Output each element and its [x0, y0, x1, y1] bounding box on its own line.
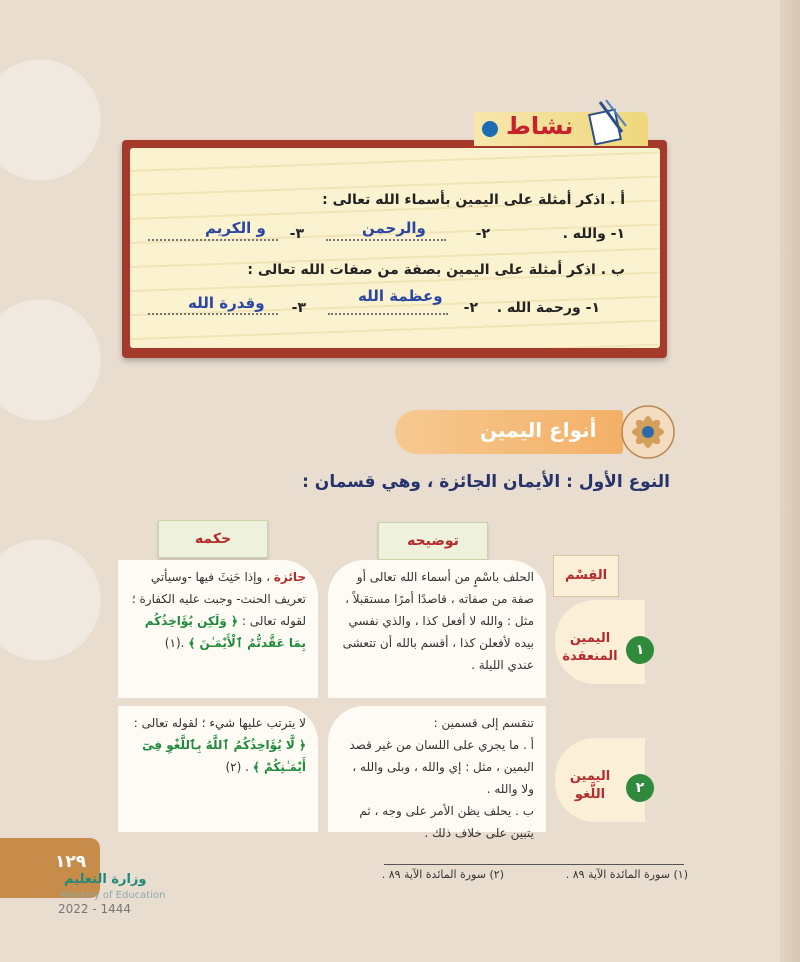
row2-explain-a: أ . ما يجري على اللسان من غير قصد اليمين ، مثل : إي والله ، وبلى والله ، ولا والله . [349, 738, 534, 796]
header-qsm: القِسْم [553, 555, 619, 597]
row1-ref: .(١) [164, 636, 185, 650]
activity-title: نشاط [506, 112, 574, 140]
answer-b3-blank [148, 312, 278, 315]
row1-rule [118, 560, 318, 698]
answer-a1: ١- والله . [562, 226, 625, 242]
edition-year: 2022 - 1444 [58, 902, 132, 916]
row2-explain-b: ب . يحلف يظن الأمر على وجه ، ثم يتبين على خلاف ذلك . [359, 804, 534, 840]
row2-ref: . (٢) [225, 760, 249, 774]
row2-type: اليمين اللَّغو [569, 769, 611, 802]
row1-type: اليمين المنعقدة [562, 631, 618, 664]
answer-a2-num: ٢- [475, 226, 490, 242]
row1-rule-word: جائزة [273, 570, 306, 584]
answer-a3: و الكريم [205, 219, 266, 237]
row1-rule-text: ، وإذا حَنِثَ فيها -وسيأتي تعريف الحنث- وجبت عليه الكفارة ؛ لقوله تعالى : [131, 570, 306, 628]
row1-verse: ﴿ وَلَكِن يُؤَاخِذُكُم بِمَا عَقَّدتُّمُ ٱلْأَيْمَـٰنَ ﴾ [144, 614, 306, 650]
answer-b2-num: ٢- [463, 300, 478, 316]
row2-rule [118, 706, 318, 832]
answer-b2: وعظمة الله [358, 287, 443, 305]
activity-question-a: أ . اذكر أمثلة على اليمين بأسماء الله تعالى : [322, 192, 625, 208]
kind-heading: النوع الأول : الأيمان الجائزة ، وهي قسمان : [302, 472, 670, 492]
ministry-logo-text: وزارة التعليم [64, 872, 147, 887]
row1-explain-text: الحلف باسْمٍ من أسماء الله تعالى أو صفة من صفاته ، قاصدًا أمرًا مستقبلاً ، مثل : والله لا أفعل كذا ، والذي نفسي بيده لأفعلن كذا ، أقسم بالله أن تتعشى عندي الليلة . [342, 570, 534, 672]
section-title: أنواع اليمين [480, 418, 597, 442]
answer-b1: ١- ورحمة الله . [496, 300, 600, 316]
row2-explain [328, 706, 546, 840]
header-rule: حكمه [158, 520, 268, 558]
row1-number: ١ [626, 636, 654, 664]
row1-explain [328, 560, 546, 698]
activity-board [130, 148, 660, 348]
answer-a3-num: ٣- [289, 226, 304, 242]
answer-a2-blank [326, 238, 446, 241]
answer-b2-blank [328, 312, 448, 315]
footnote-2: (٢) سورة المائدة الآية ٨٩ . [381, 868, 504, 881]
page-number: ١٢٩ [55, 852, 87, 872]
footnote-1: (١) سورة المائدة الآية ٨٩ . [565, 868, 688, 881]
row2-rule-text: لا يترتب عليها شيء ؛ لقوله تعالى : [133, 716, 306, 730]
row2-number: ٢ [626, 774, 654, 802]
answer-b3: وقدرة الله [188, 294, 265, 312]
row2-verse: ﴿ لَّا يُؤَاخِذُكُمُ ٱللَّهُ بِٱللَّغْوِ فِىٓ أَيْمَـٰنِكُمْ ﴾ [142, 738, 306, 774]
activity-question-b: ب . اذكر أمثلة على اليمين بصفة من صفات الله تعالى : [247, 262, 625, 278]
header-explain: توضيحه [378, 522, 488, 560]
row2-explain-intro: تنقسم إلى قسمين : [433, 716, 534, 730]
footnote-rule [384, 864, 684, 865]
answer-a3-blank [148, 238, 278, 241]
bullet-icon [482, 121, 498, 137]
ministry-logo-en: Ministry of Education [60, 890, 166, 901]
pen-paper-icon [586, 98, 630, 146]
page-edge [780, 0, 800, 962]
ornament-icon [620, 404, 676, 460]
answer-b3-num: ٣- [291, 300, 306, 316]
answer-a2: والرحمن [362, 219, 426, 237]
